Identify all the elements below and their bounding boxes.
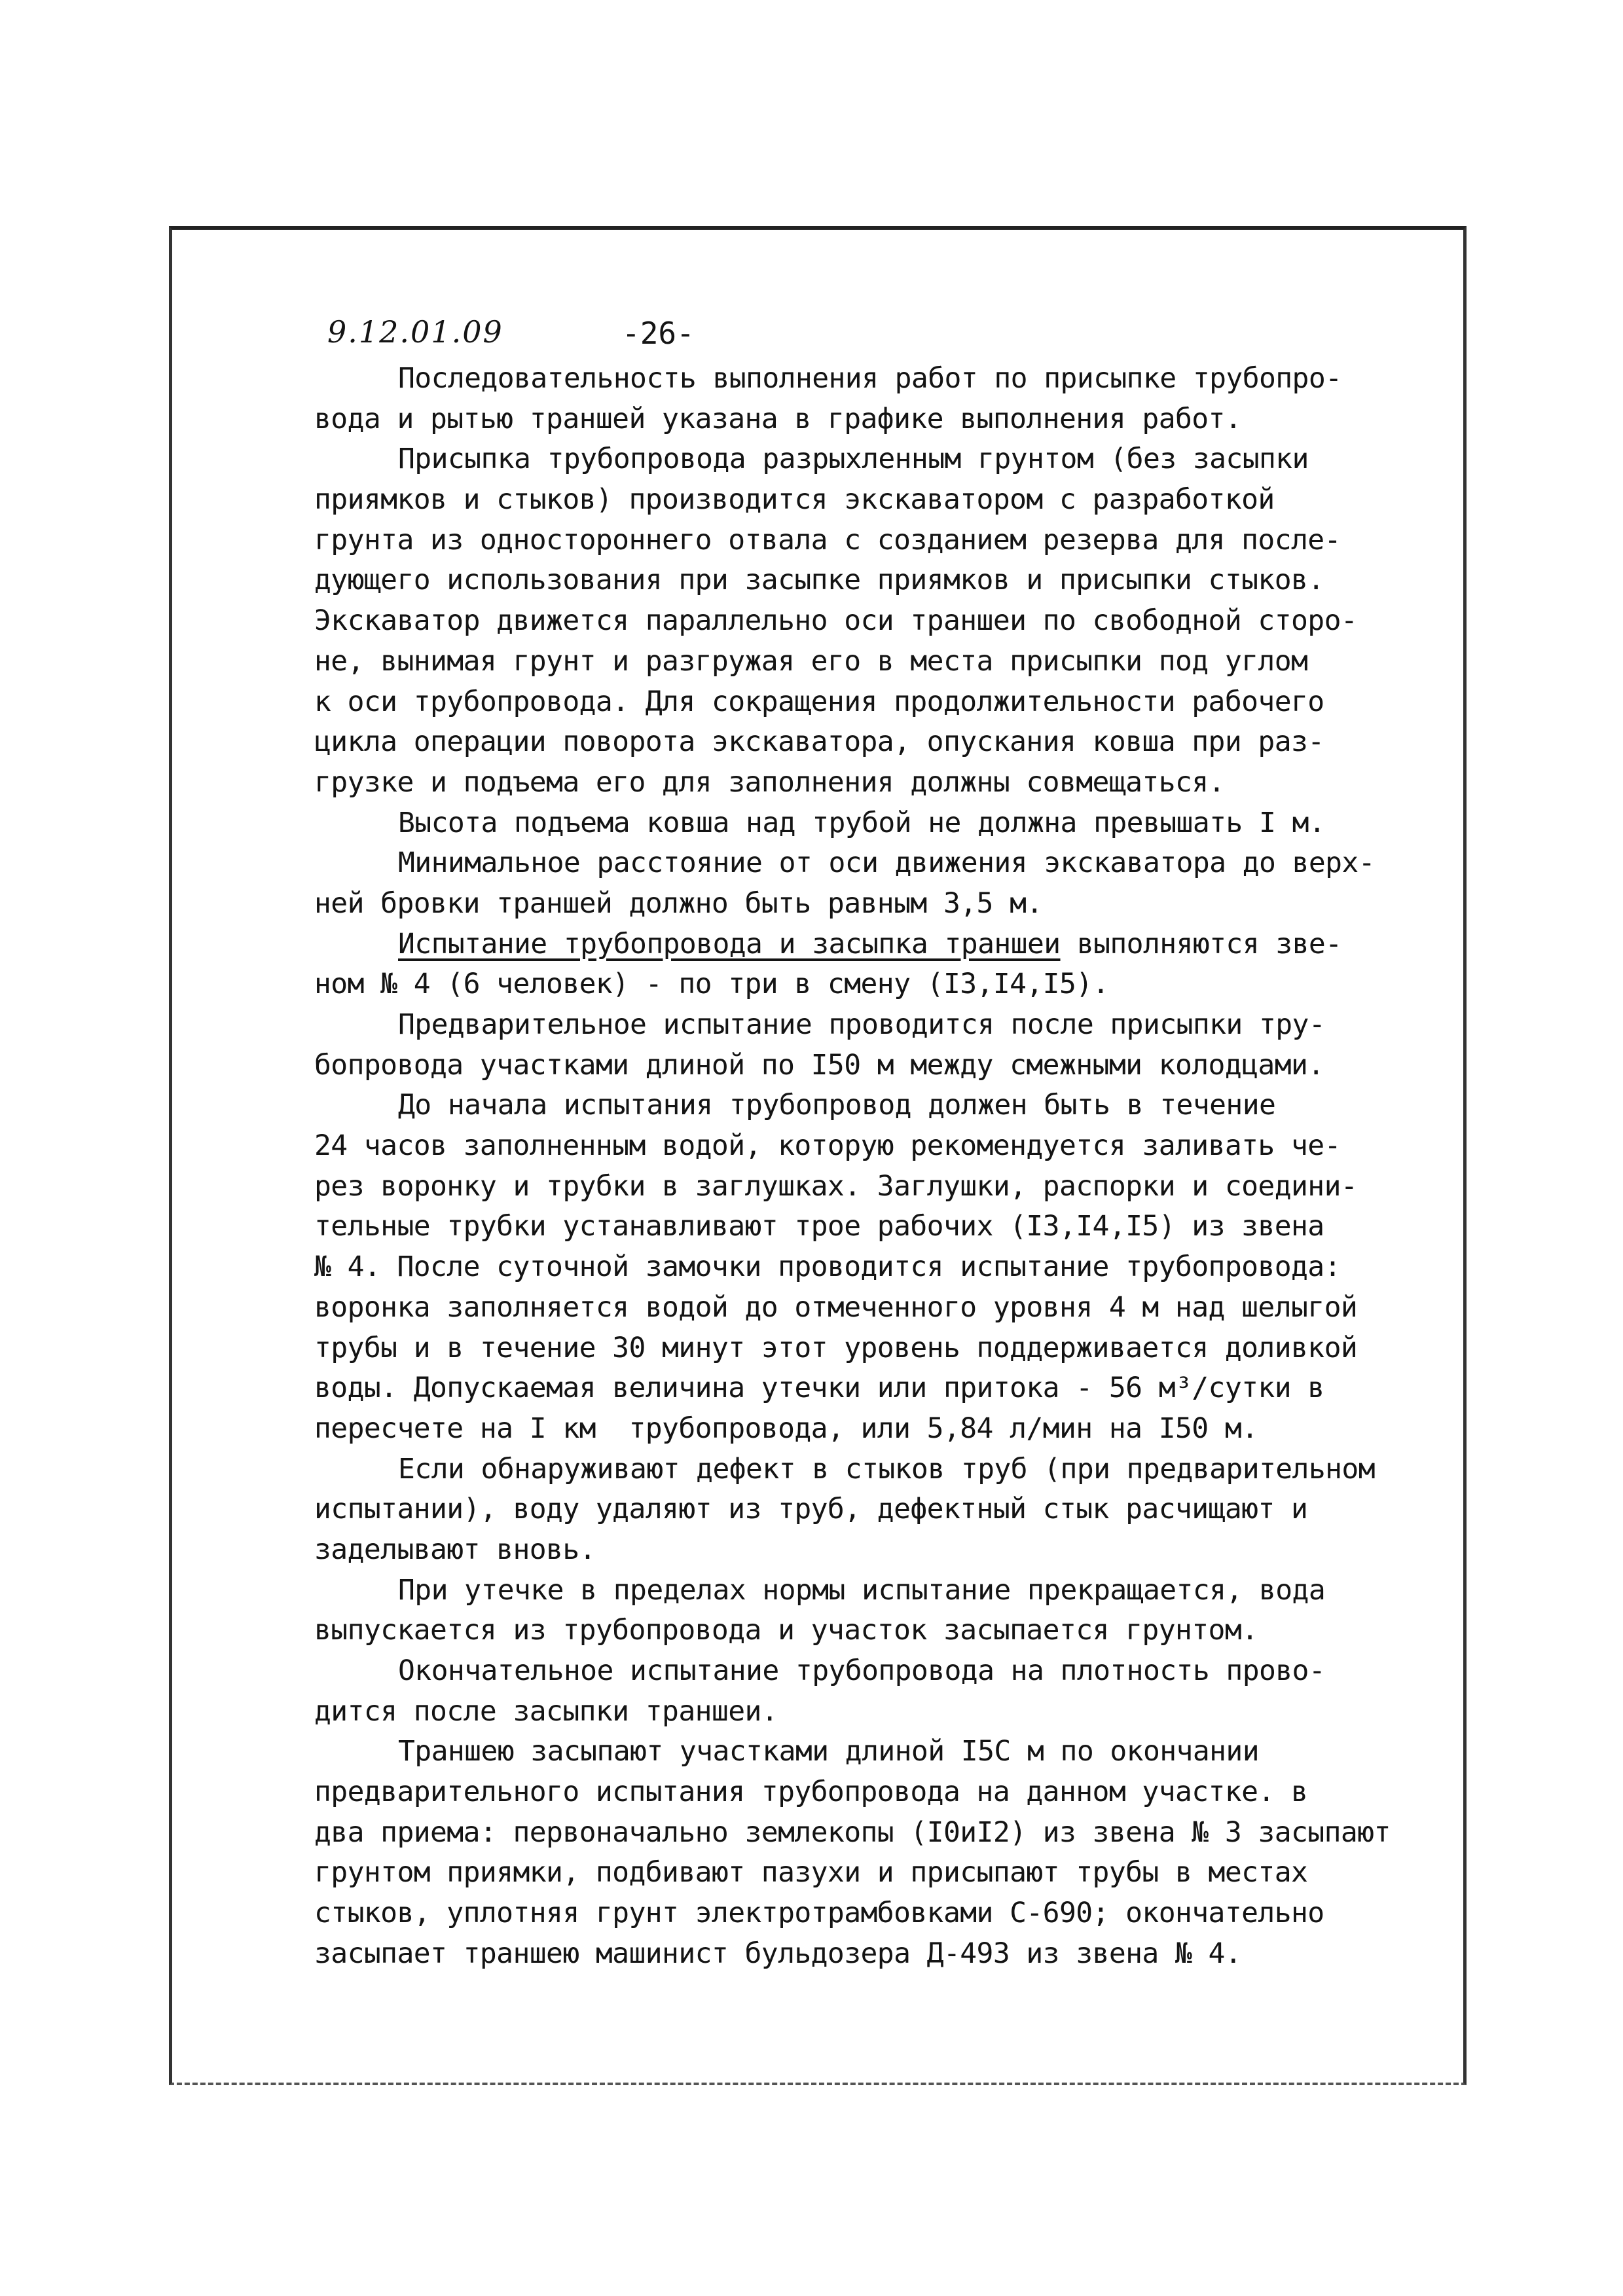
text-line: Окончательное испытание трубопровода на плотность прово- bbox=[398, 1654, 1326, 1687]
text-line: До начала испытания трубопровод должен быть в течение bbox=[398, 1089, 1276, 1122]
text-line: вода и рытью траншей указана в графике выполнения работ. bbox=[314, 402, 1242, 435]
text-line: не, вынимая грунт и разгружая его в места присыпки под углом bbox=[314, 644, 1308, 678]
text-line: ней бровки траншей должно быть равным 3,5 м. bbox=[314, 886, 1043, 920]
text-line: Если обнаруживают дефект в стыков труб (при предварительном bbox=[398, 1452, 1376, 1485]
text-line: пересчете на I км трубопровода, или 5,84 л/мин на I50 м. bbox=[314, 1412, 1258, 1445]
page-number: -26- bbox=[622, 316, 695, 351]
text-line: тельные трубки устанавливают трое рабочих (I3,I4,I5) из звена bbox=[314, 1210, 1324, 1243]
text-line: грунта из одностороннего отвала с созданием резерва для после- bbox=[314, 523, 1341, 556]
text-line: предварительного испытания трубопровода на данном участке. в bbox=[314, 1776, 1308, 1809]
text-line: Присыпка трубопровода разрыхленным грунтом (без засыпки bbox=[398, 443, 1309, 476]
text-line: испытании), воду удаляют из труб, дефектный стык расчищают и bbox=[314, 1493, 1308, 1526]
text-line: Минимальное расстояние от оси движения экскаватора до верх- bbox=[398, 847, 1376, 880]
text-line: При утечке в пределах нормы испытание прекращается, вода bbox=[398, 1573, 1326, 1607]
text-line: ном № 4 (6 человек) - по три в смену (I3,I4,I5). bbox=[314, 968, 1109, 1001]
body-text bbox=[314, 359, 1427, 1975]
text-line: дующего использования при засыпке приямков и присыпки стыков. bbox=[314, 564, 1324, 597]
document-code: 9.12.01.09 bbox=[327, 314, 503, 350]
text-line: Экскаватор движется параллельно оси траншеи по свободной сторо- bbox=[314, 604, 1358, 638]
text-line: грунтом приямки, подбивают пазухи и присыпают трубы в местах bbox=[314, 1856, 1308, 1889]
text-line: стыков, уплотняя грунт электротрамбовками С-690; окончательно bbox=[314, 1897, 1324, 1930]
text-line: Предварительное испытание проводится после присыпки тру- bbox=[398, 1008, 1326, 1041]
text-line: воронка заполняется водой до отмеченного уровня 4 м над шелыгой bbox=[314, 1290, 1358, 1324]
section-heading: Испытание трубопровода и засыпка траншеи bbox=[398, 927, 1061, 960]
text-line: рез воронку и трубки в заглушках. Заглушки, распорки и соедини- bbox=[314, 1169, 1358, 1203]
text-line: 24 часов заполненным водой, которую рекомендуется заливать че- bbox=[314, 1129, 1341, 1163]
text-line: приямков и стыков) производится экскаватором с разработкой bbox=[314, 483, 1275, 517]
text-line: Траншею засыпают участками длиной I5С м по окончании bbox=[398, 1735, 1259, 1768]
text-line: выпускается из трубопровода и участок засыпается грунтом. bbox=[314, 1614, 1258, 1647]
text-line: два приема: первоначально землекопы (I0иI2) из звена № 3 засыпают bbox=[314, 1815, 1391, 1849]
text-line: цикла операции поворота экскаватора, опускания ковша при раз- bbox=[314, 725, 1324, 759]
text-fragment: выполняются зве- bbox=[1060, 927, 1342, 960]
text-line: засыпает траншею машинист бульдозера Д-493 из звена № 4. bbox=[314, 1937, 1242, 1970]
text-line: заделывают вновь. bbox=[314, 1533, 596, 1566]
text-line bbox=[314, 924, 1427, 965]
text-line: воды. Допускаемая величина утечки или притока - 56 м³/сутки в bbox=[314, 1372, 1324, 1405]
text-line: трубы и в течение 30 минут этот уровень поддерживается доливкой bbox=[314, 1331, 1358, 1364]
text-line: бопровода участками длиной по I50 м между смежными колодцами. bbox=[314, 1048, 1324, 1082]
text-line: к оси трубопровода. Для сокращения продолжительности рабочего bbox=[314, 685, 1324, 718]
text-line: дится после засыпки траншеи. bbox=[314, 1694, 778, 1728]
text-line: Высота подъема ковша над трубой не должна превышать I м. bbox=[398, 806, 1326, 839]
page-header bbox=[327, 314, 1244, 360]
text-line: Последовательность выполнения работ по присыпке трубопро- bbox=[398, 362, 1342, 395]
text-line: № 4. После суточной замочки проводится испытание трубопровода: bbox=[314, 1250, 1341, 1284]
text-line: грузке и подъема его для заполнения должны совмещаться. bbox=[314, 765, 1225, 799]
